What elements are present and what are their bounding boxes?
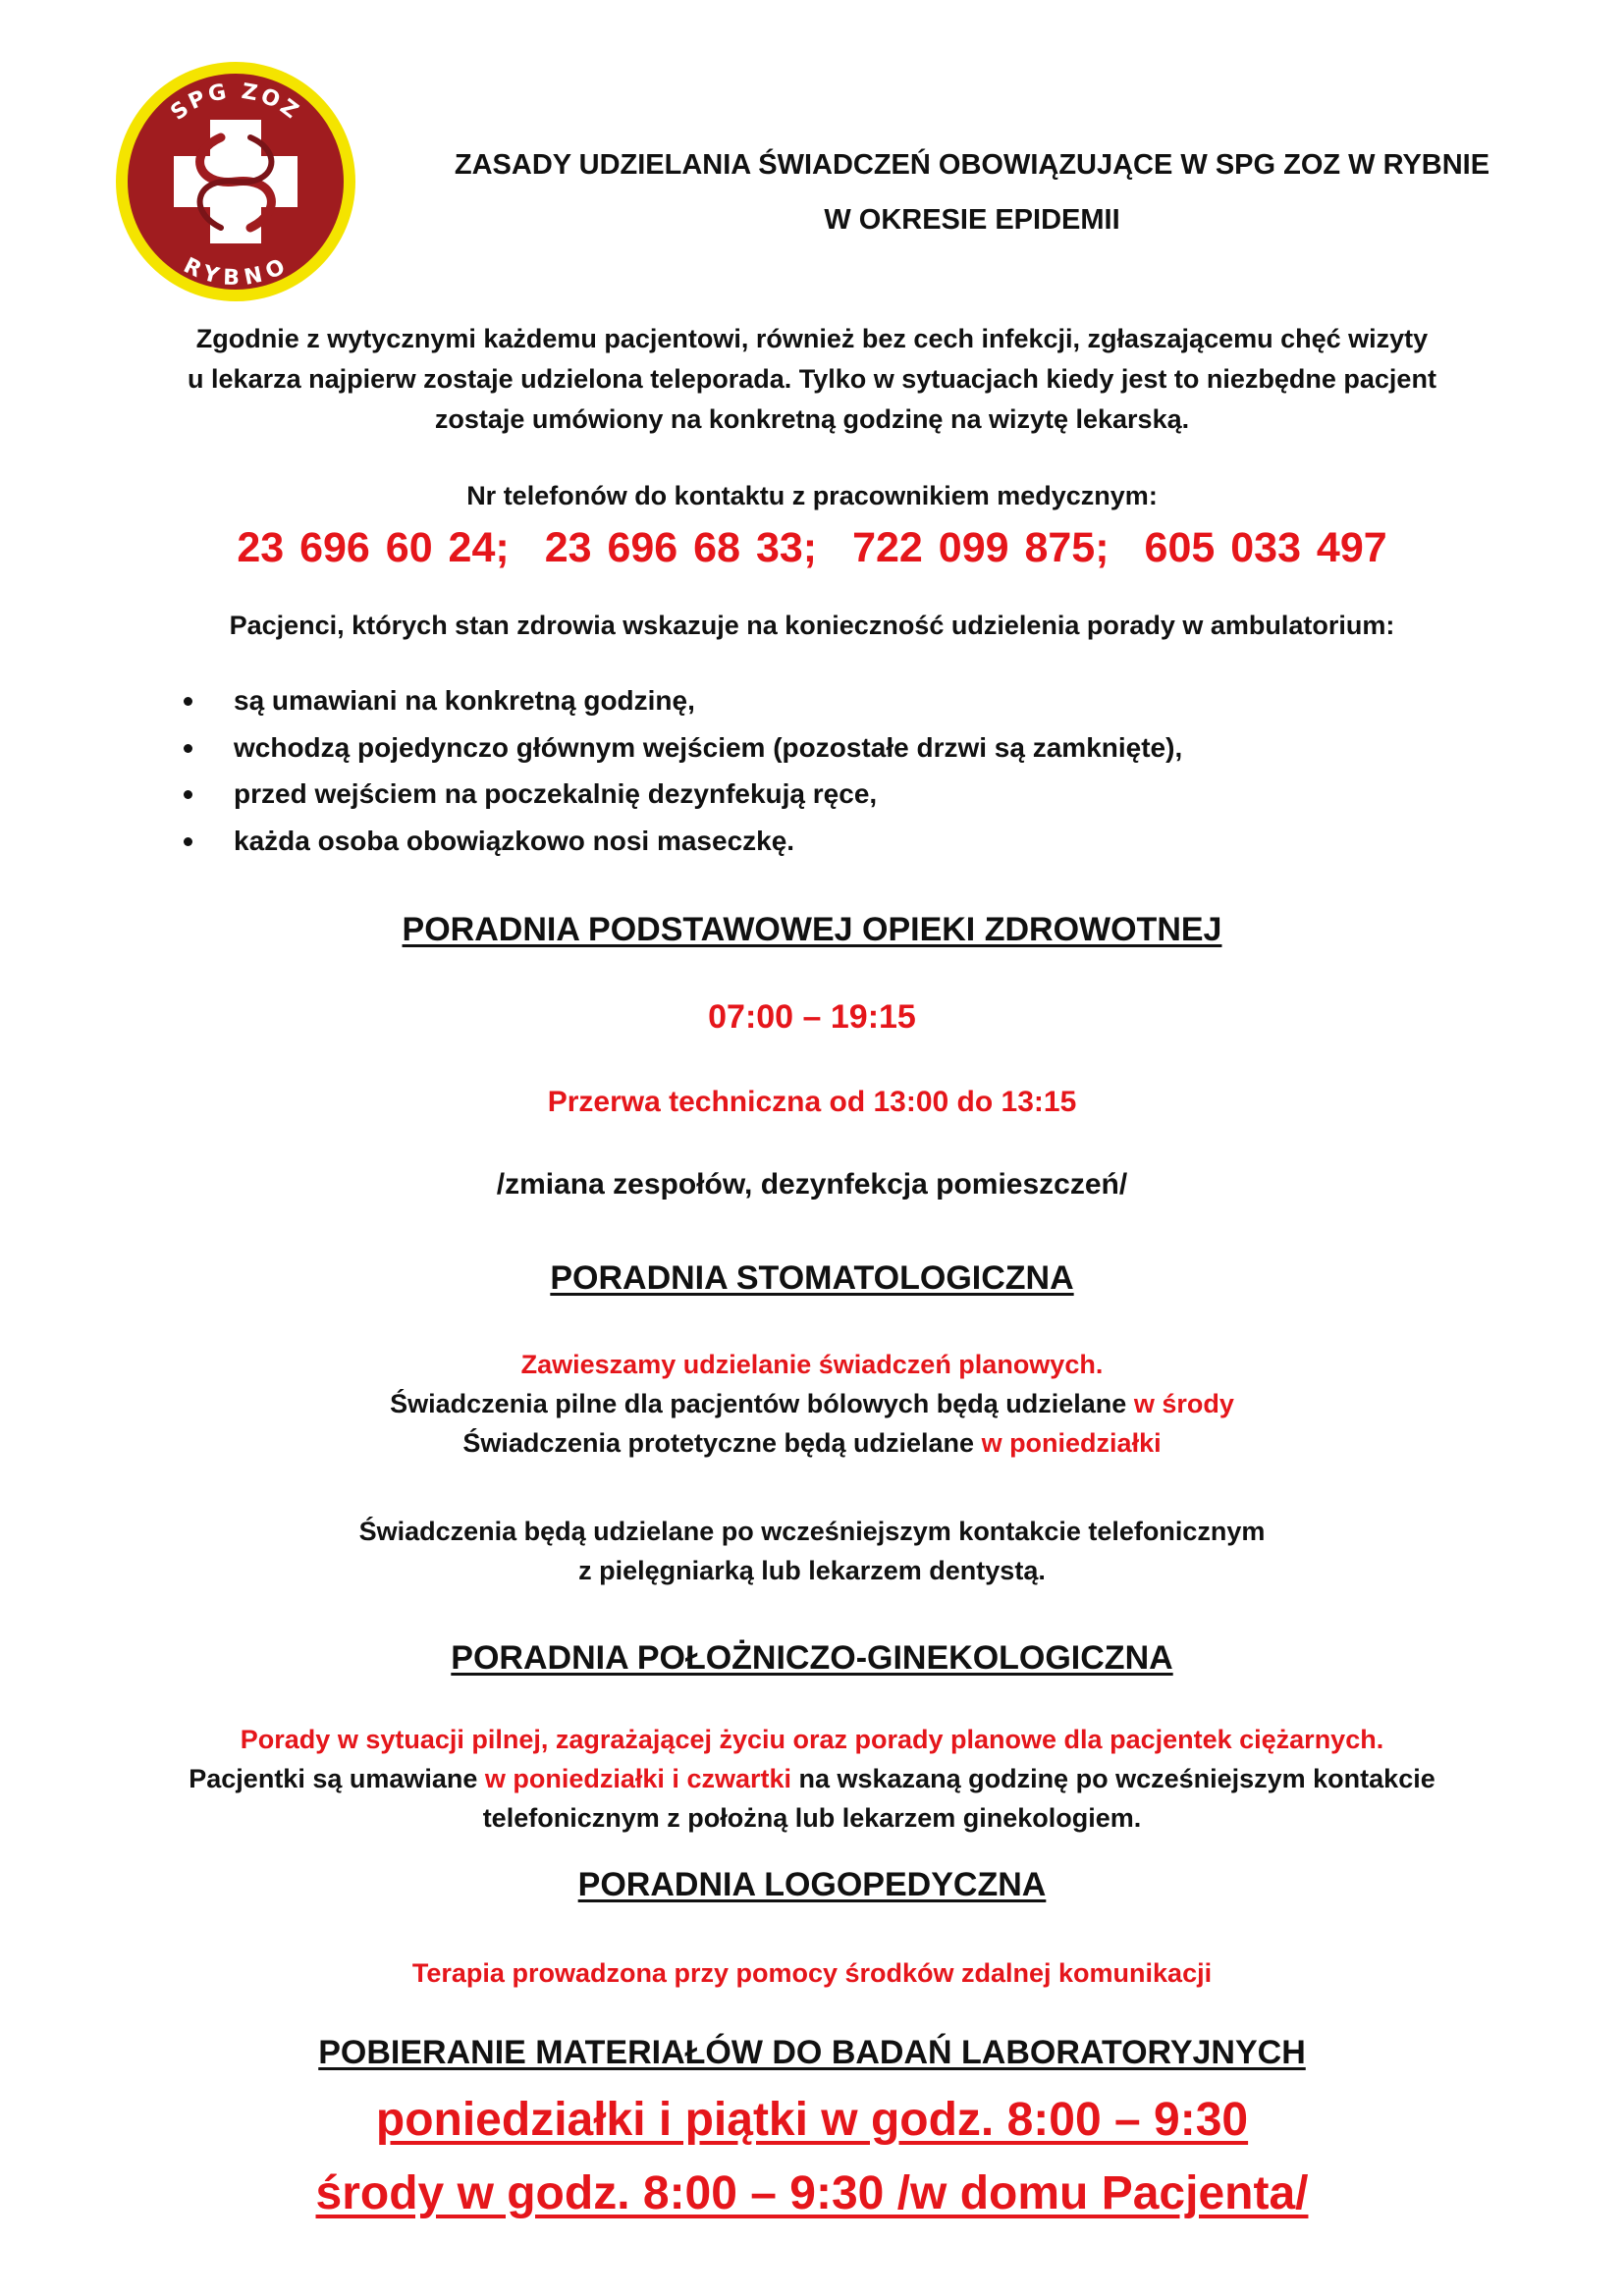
section-title-stomat: PORADNIA STOMATOLOGICZNA: [550, 1259, 1074, 1297]
gin-line-3: telefonicznym z położną lub lekarzem ginekologiem.: [482, 1803, 1142, 1833]
intro-line: u lekarza najpierw zostaje udzielona teleporada. Tylko w sytuacjach kiedy jest to niezbędne pacjent: [188, 364, 1436, 394]
list-item: [177, 677, 1182, 724]
rule-text: są umawiani na konkretną godzinę,: [234, 685, 695, 716]
logo-text-bottom: RYBNO: [179, 253, 293, 292]
phone-number: 23 696 60 24;: [237, 524, 510, 571]
spg-zoz-logo: [113, 59, 358, 304]
phone-number: 23 696 68 33;: [544, 524, 818, 571]
logopedia-info: Terapia prowadzona przy pomocy środków zdalnej komunikacji: [411, 1958, 1213, 1988]
stomat-urgent-text: Świadczenia pilne dla pacjentów bólowych będą udzielane: [390, 1389, 1134, 1418]
intro-line: Zgodnie z wytycznymi każdemu pacjentowi, również bez cech infekcji, zgłaszającemu chęć wizyty: [195, 324, 1429, 353]
section-title-gin: PORADNIA POŁOŻNICZO-GINEKOLOGICZNA: [451, 1639, 1173, 1677]
lab-hours-1: poniedziałki i piątki w godz. 8:00 – 9:30: [375, 2094, 1249, 2146]
gin-days: w poniedziałki i czwartki: [484, 1764, 791, 1793]
stomat-prost: [0, 1423, 1624, 1463]
section-title-lab: POBIERANIE MATERIAŁÓW DO BADAŃ LABORATORYJNYCH: [318, 2034, 1306, 2071]
logo-text-top: SPG ZOZ: [166, 79, 305, 126]
stomat-contact-line: Świadczenia będą udzielane po wcześniejszym kontakcie telefonicznym: [358, 1517, 1266, 1546]
section-title-poz: PORADNIA PODSTAWOWEJ OPIEKI ZDROWOTNEJ: [402, 911, 1222, 948]
gin-text: na wskazaną godzinę po wcześniejszym kontakcie: [791, 1764, 1435, 1793]
bullet-icon: [184, 790, 192, 799]
stomat-urgent-day: w środy: [1133, 1389, 1234, 1418]
phones-label: Nr telefonów do kontaktu z pracownikiem medycznym:: [466, 481, 1158, 510]
poz-note: /zmiana zespołów, dezynfekcja pomieszczeń/: [496, 1168, 1128, 1201]
poz-hours: 07:00 – 19:15: [708, 998, 916, 1036]
gin-urgent: Porady w sytuacji pilnej, zagrażającej życiu oraz porady planowe dla pacjentek ciężarnych.: [240, 1725, 1384, 1754]
list-item: [177, 724, 1182, 772]
list-item: [177, 818, 1182, 865]
stomat-urgent: [0, 1384, 1624, 1423]
stomat-suspend: Zawieszamy udzielanie świadczeń planowych.: [520, 1350, 1104, 1379]
gin-text: Pacjentki są umawiane: [189, 1764, 485, 1793]
stomat-info: [0, 1345, 1624, 1463]
phone-number: 605 033 497: [1144, 524, 1387, 571]
title-line-2: W OKRESIE EPIDEMII: [824, 204, 1120, 236]
patient-rules-list: [177, 677, 1182, 864]
document-title: [334, 137, 1610, 247]
bullet-icon: [184, 744, 192, 753]
lab-hours-2: środy w godz. 8:00 – 9:30 /w domu Pacjenta/: [315, 2167, 1309, 2219]
patients-intro: Pacjenci, których stan zdrowia wskazuje na konieczność udzielenia porady w ambulatorium:: [229, 611, 1395, 640]
rule-text: każda osoba obowiązkowo nosi maseczkę.: [234, 825, 795, 856]
stomat-prost-text: Świadczenia protetyczne będą udzielane: [462, 1428, 982, 1458]
intro-line: zostaje umówiony na konkretną godzinę na wizytę lekarską.: [434, 404, 1190, 434]
section-title-logopedia: PORADNIA LOGOPEDYCZNA: [577, 1866, 1047, 1903]
intro-paragraph: [0, 319, 1624, 440]
rule-text: wchodzą pojedynczo głównym wejściem (pozostałe drzwi są zamknięte),: [234, 731, 1183, 763]
stomat-contact-line: z pielęgniarką lub lekarzem dentystą.: [578, 1556, 1046, 1585]
list-item: [177, 771, 1182, 818]
bullet-icon: [184, 697, 192, 706]
stomat-contact: [0, 1512, 1624, 1590]
bullet-icon: [184, 837, 192, 846]
gin-info: [0, 1720, 1624, 1838]
gin-line-2: [0, 1759, 1624, 1798]
phone-numbers: [0, 524, 1624, 572]
stomat-prost-day: w poniedziałki: [981, 1428, 1162, 1458]
phone-number: 722 099 875;: [852, 524, 1110, 571]
title-line-1: ZASADY UDZIELANIA ŚWIADCZEŃ OBOWIĄZUJĄCE W SPG ZOZ W RYBNIE: [454, 149, 1490, 181]
poz-break: Przerwa techniczna od 13:00 do 13:15: [547, 1086, 1077, 1118]
rule-text: przed wejściem na poczekalnię dezynfekują ręce,: [234, 778, 878, 809]
